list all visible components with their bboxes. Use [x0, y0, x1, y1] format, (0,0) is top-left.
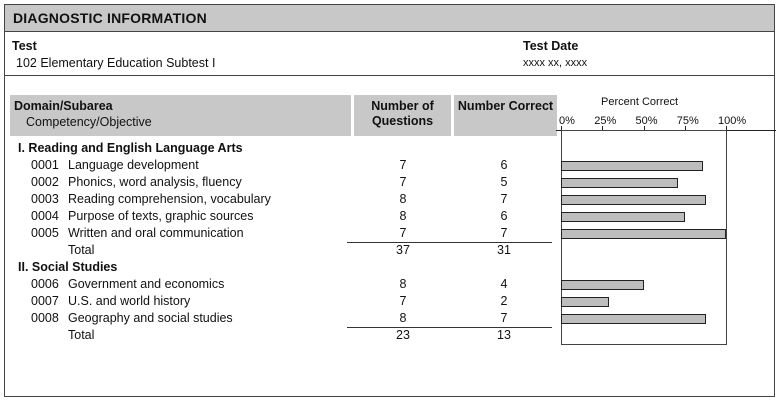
percent-correct-bar	[561, 314, 706, 324]
title-bar	[5, 5, 774, 32]
num-questions-value: 7	[399, 175, 407, 189]
axis-tick-label: 25%	[594, 115, 617, 127]
num-correct-value: 6	[500, 158, 508, 172]
competency-header-label: Competency/Objective	[26, 115, 152, 129]
objective-label: Written and oral communication	[68, 226, 244, 240]
num-correct-value: 7	[500, 226, 508, 240]
objective-code: 0005	[31, 226, 59, 240]
test-date-value: xxxx xx, xxxx	[523, 57, 588, 69]
chart-title: Percent Correct	[601, 96, 679, 108]
section-heading: II. Social Studies	[18, 260, 118, 274]
percent-correct-bar	[561, 178, 678, 188]
num-correct-value: 7	[500, 192, 508, 206]
column-header-domain	[10, 95, 351, 136]
objective-label: Phonics, word analysis, fluency	[68, 175, 242, 189]
num-questions-value: 8	[399, 277, 407, 291]
num-questions-value: 7	[399, 158, 407, 172]
percent-correct-bar	[561, 212, 685, 222]
objective-label: Reading comprehension, vocabulary	[68, 192, 271, 206]
num-questions-value: 7	[399, 294, 407, 308]
objective-label: Geography and social studies	[68, 311, 233, 325]
num-correct-value: 5	[500, 175, 508, 189]
objective-code: 0001	[31, 158, 59, 172]
column-header-num-questions	[354, 95, 451, 136]
total-num-questions: 23	[396, 328, 410, 342]
axis-tick-label: 100%	[718, 115, 747, 127]
objective-code: 0002	[31, 175, 59, 189]
total-num-questions: 37	[396, 243, 410, 257]
domain-header-label: Domain/Subarea	[14, 99, 113, 113]
objective-label: U.S. and world history	[68, 294, 191, 308]
test-name: 102 Elementary Education Subtest I	[16, 56, 216, 70]
num-correct-header-label: Number Correct	[457, 99, 554, 113]
num-correct-value: 7	[500, 311, 508, 325]
num-questions-value: 8	[399, 209, 407, 223]
num-correct-value: 4	[500, 277, 508, 291]
column-header-num-correct	[454, 95, 557, 136]
total-label: Total	[68, 243, 95, 257]
total-num-correct: 13	[497, 328, 511, 342]
percent-correct-bar	[561, 195, 706, 205]
num-questions-value: 7	[399, 226, 407, 240]
num-questions-header-label: Number of Questions	[371, 99, 434, 128]
axis-tick-label: 75%	[676, 115, 699, 127]
percent-correct-bar	[561, 161, 703, 171]
diagnostic-panel	[4, 4, 775, 397]
num-questions-value: 8	[399, 311, 407, 325]
objective-code: 0006	[31, 277, 59, 291]
num-questions-value: 8	[399, 192, 407, 206]
axis-tick-label: 50%	[635, 115, 658, 127]
objective-label: Language development	[68, 158, 199, 172]
test-date-label: Test Date	[523, 39, 579, 53]
test-label: Test	[12, 39, 37, 53]
objective-code: 0007	[31, 294, 59, 308]
page-title: DIAGNOSTIC INFORMATION	[13, 10, 207, 26]
objective-code: 0004	[31, 209, 59, 223]
percent-correct-bar	[561, 229, 726, 239]
total-label: Total	[68, 328, 95, 342]
num-correct-value: 2	[500, 294, 508, 308]
percent-correct-bar	[561, 280, 644, 290]
total-num-correct: 31	[497, 243, 511, 257]
header-divider	[5, 75, 774, 76]
objective-label: Purpose of texts, graphic sources	[68, 209, 254, 223]
objective-code: 0008	[31, 311, 59, 325]
axis-tick-label: 0%	[559, 115, 575, 127]
objective-code: 0003	[31, 192, 59, 206]
percent-correct-bar	[561, 297, 609, 307]
objective-label: Government and economics	[68, 277, 225, 291]
num-correct-value: 6	[500, 209, 508, 223]
section-heading: I. Reading and English Language Arts	[18, 141, 243, 155]
